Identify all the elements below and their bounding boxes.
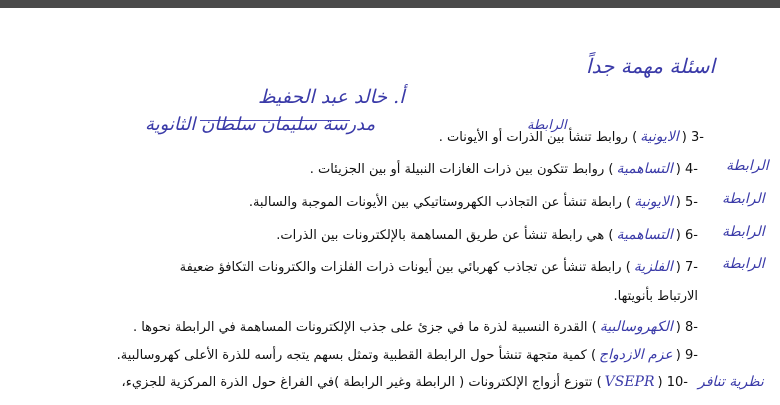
question-text-5: رابطة تنشأ عن التجاذب الكهروستاتيكي بين الأيونات الموجبة والسالبة. — [248, 195, 622, 210]
margin-note-10: نظرية تنافر — [698, 374, 764, 390]
question-line-7-continued — [614, 289, 699, 304]
question-text-10: تتوزع أزواج الإلكترونات ( الرابطة وغير الرابطة )في الفراغ حول الذرة المركزية للجزيء، — [121, 375, 593, 390]
question-text-7: رابطة تنشأ عن تجاذب كهربائي بين أيونات ذرات الفلزات والكترونات التكافؤ ضعيفة — [179, 260, 622, 275]
answer-10: VSEPR — [604, 374, 655, 390]
answer-5: الايونية — [634, 194, 673, 210]
margin-note-4: الرابطة — [726, 158, 769, 174]
handwritten-school-name: مدرسة سليمان سلطان الثانوية — [145, 114, 376, 135]
question-line-6: -6 (التساهمية) هي رابطة تنشأ عن طريق المساهمة بالإلكترونات بين الذرات. — [276, 227, 698, 243]
answer-3: الايونية — [640, 129, 679, 145]
top-border-bar — [0, 0, 780, 8]
document-page — [0, 8, 780, 405]
answer-9: عزم الازدواج — [599, 347, 673, 363]
question-text-8: القدرة النسبية لذرة ما في جزئ على جذب الإلكترونات المساهمة في الرابطة نحوها . — [132, 320, 588, 335]
answer-7: الفلزية — [633, 259, 673, 275]
question-text-4: روابط تتكون بين ذرات الغازات النبيلة أو بين الجزيئات . — [309, 162, 605, 177]
question-text-9: كمية متجهة تنشأ حول الرابطة القطبية وتمثل بسهم يتجه رأسه للذرة الأعلى كهروسالبية. — [116, 348, 587, 363]
margin-note-7: الرابطة — [722, 256, 765, 272]
question-text-6: هي رابطة تنشأ عن طريق المساهمة بالإلكترونات بين الذرات. — [276, 228, 605, 243]
question-line-7: -7 (الفلزية) رابطة تنشأ عن تجاذب كهربائي بين أيونات ذرات الفلزات والكترونات التكافؤ ضعيفة — [179, 259, 698, 275]
question-text-3: روابط تنشأ بين الذرات أو الأيونات . — [438, 130, 628, 145]
answer-6: التساهمية — [616, 227, 673, 243]
margin-note-3: الرابطة — [527, 118, 567, 133]
margin-note-5: الرابطة — [722, 191, 765, 207]
question-line-8: -8 (الكهروسالبية) القدرة النسبية لذرة ما في جزئ على جذب الإلكترونات المساهمة في الرابطة نحوها . — [132, 319, 698, 335]
question-line-3: -3 (الايونية) روابط تنشأ بين الذرات أو الأيونات . — [438, 129, 704, 145]
handwritten-title: اسئلة مهمة جداً — [586, 54, 716, 78]
question-line-9: -9 (عزم الازدواج) كمية متجهة تنشأ حول الرابطة القطبية وتمثل بسهم يتجه رأسه للذرة الأعلى كهروسالبية. — [116, 347, 698, 363]
answer-8: الكهروسالبية — [599, 319, 673, 335]
question-line-4: -4 (التساهمية) روابط تتكون بين ذرات الغازات النبيلة أو بين الجزيئات . — [309, 161, 698, 177]
answer-4: التساهمية — [616, 161, 673, 177]
question-line-5: -5 (الايونية) رابطة تنشأ عن التجاذب الكهروستاتيكي بين الأيونات الموجبة والسالبة. — [248, 194, 698, 210]
question-text-7-continued: الارتباط بأنويتها. — [613, 289, 698, 304]
handwritten-teacher-name: أ. خالد عبد الحفيظ — [258, 86, 405, 108]
question-line-10: -10 (VSEPR) تتوزع أزواج الإلكترونات ( الرابطة وغير الرابطة )في الفراغ حول الذرة المركزية للجزيء، — [121, 374, 688, 390]
margin-note-6: الرابطة — [722, 224, 765, 240]
